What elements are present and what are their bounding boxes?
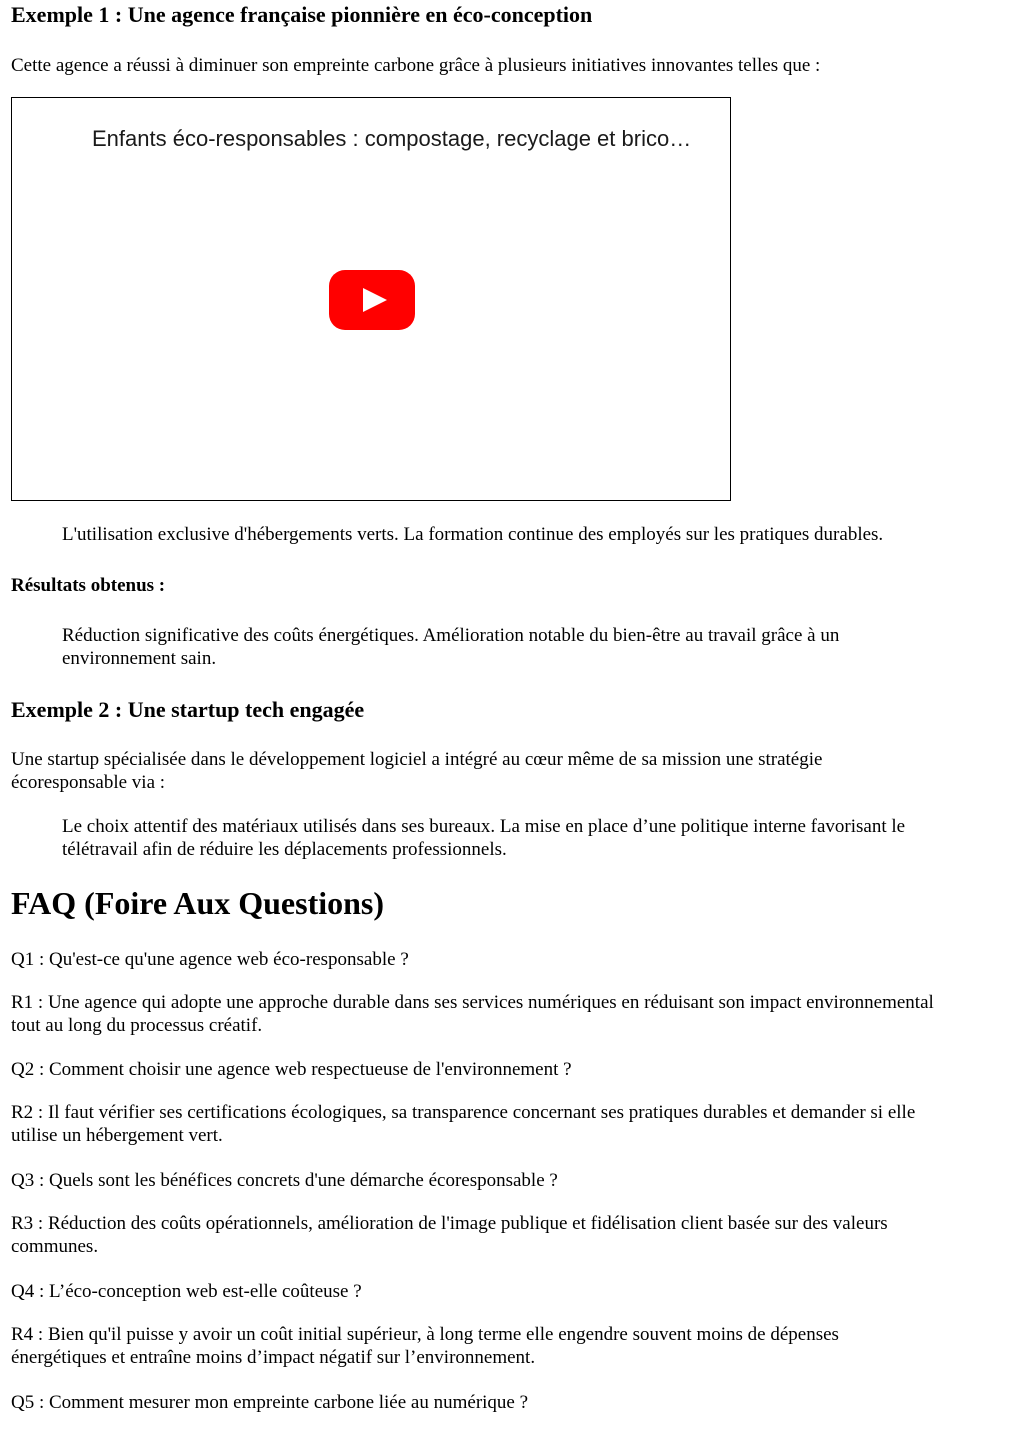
example2-heading: Exemple 2 : Une startup tech engagée bbox=[11, 697, 365, 722]
example2-measures-line-2: télétravail afin de réduire les déplacements professionnels. bbox=[62, 839, 507, 860]
faq-r2-line-1: R2 : Il faut vérifier ses certifications écologiques, sa transparence concernant ses pratiques durables et demander si elle bbox=[11, 1102, 916, 1123]
results-line-1: Réduction significative des coûts énergétiques. Amélioration notable du bien-être au travail grâce à un bbox=[62, 625, 840, 646]
example2-measures-line-1: Le choix attentif des matériaux utilisés dans ses bureaux. La mise en place d’une politique interne favorisant le bbox=[62, 816, 906, 837]
video-title[interactable]: Enfants éco-responsables : compostage, recyclage et brico… bbox=[92, 126, 692, 151]
play-icon bbox=[363, 288, 387, 312]
example1-intro: Cette agence a réussi à diminuer son empreinte carbone grâce à plusieurs initiatives innovantes telles que : bbox=[11, 55, 821, 76]
faq-q3: Q3 : Quels sont les bénéfices concrets d'une démarche écoresponsable ? bbox=[11, 1170, 558, 1191]
faq-r4-line-1: R4 : Bien qu'il puisse y avoir un coût initial supérieur, à long terme elle engendre souvent moins de dépenses bbox=[11, 1324, 839, 1345]
example2-intro-line-1: Une startup spécialisée dans le développement logiciel a intégré au cœur même de sa mission une stratégie bbox=[11, 749, 823, 770]
example1-heading: Exemple 1 : Une agence française pionnière en éco-conception bbox=[11, 2, 593, 27]
faq-r2-line-2: utilise un hébergement vert. bbox=[11, 1125, 223, 1146]
example1-initiatives: L'utilisation exclusive d'hébergements verts. La formation continue des employés sur les pratiques durables. bbox=[62, 524, 884, 545]
faq-q4: Q4 : L’éco-conception web est-elle coûteuse ? bbox=[11, 1281, 362, 1302]
results-line-2: environnement sain. bbox=[62, 648, 217, 669]
faq-q5: Q5 : Comment mesurer mon empreinte carbone liée au numérique ? bbox=[11, 1392, 529, 1413]
faq-r1-line-2: tout au long du processus créatif. bbox=[11, 1015, 263, 1036]
faq-q2: Q2 : Comment choisir une agence web respectueuse de l'environnement ? bbox=[11, 1059, 572, 1080]
faq-q1: Q1 : Qu'est-ce qu'une agence web éco-responsable ? bbox=[11, 949, 409, 970]
play-button[interactable] bbox=[329, 270, 415, 330]
embedded-video[interactable] bbox=[11, 97, 731, 501]
faq-r3-line-2: communes. bbox=[11, 1236, 99, 1257]
faq-r4-line-2: énergétiques et entraîne moins d’impact négatif sur l’environnement. bbox=[11, 1347, 536, 1368]
faq-r1-line-1: R1 : Une agence qui adopte une approche durable dans ses services numériques en réduisant son impact environnemental bbox=[11, 992, 934, 1013]
faq-heading: FAQ (Foire Aux Questions) bbox=[11, 885, 385, 921]
faq-r3-line-1: R3 : Réduction des coûts opérationnels, amélioration de l'image publique et fidélisation client basée sur des valeurs bbox=[11, 1213, 888, 1234]
results-label: Résultats obtenus : bbox=[11, 575, 166, 596]
example2-intro-line-2: écoresponsable via : bbox=[11, 772, 166, 793]
